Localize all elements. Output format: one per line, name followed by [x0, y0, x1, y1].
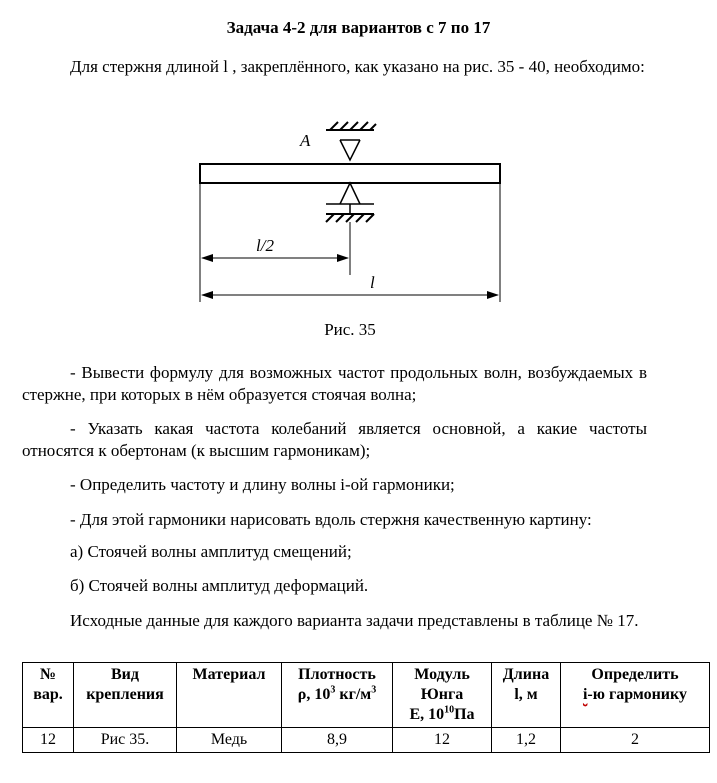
task-item-5: а) Стоячей волны амплитуд смещений; — [70, 542, 352, 561]
header-density: Плотность ρ, $10^3$ $кг/м^3$ — [282, 663, 393, 728]
header-modulus: Модуль Юнга Е, $10^{10}Па$ — [393, 663, 492, 728]
table-row — [23, 728, 710, 753]
task-item-2: - Указать какая частота колебаний является основной, а какие частоты относятся к обертонам (к высшим гармоникам); — [22, 419, 647, 460]
figure-caption: Рис. 35 — [324, 320, 376, 339]
rod-diagram — [0, 110, 717, 345]
task-item-6: б) Стоячей волны амплитуд деформаций. — [70, 576, 369, 595]
figure-35 — [0, 110, 717, 345]
task-title: Задача 4-2 для вариантов с 7 по 17 — [226, 18, 491, 37]
cell-length: 1,2 — [492, 728, 561, 753]
source-note: Исходные данные для каждого варианта задачи представлены в таблице № 17. — [70, 611, 639, 630]
task-item-4: - Для этой гармоники нарисовать вдоль стержня качественную картину: — [70, 510, 592, 529]
half-length-label: l/2 — [256, 236, 274, 255]
rod — [200, 164, 500, 183]
header-length: Длина l, м — [492, 663, 561, 728]
intro-paragraph: Для стержня длиной l , закреплённого, как указано на рис. 35 - 40, необходимо: — [70, 57, 645, 76]
data-table-17 — [22, 662, 710, 753]
header-variant: № вар. — [23, 663, 74, 728]
cell-modulus: 12 — [393, 728, 492, 753]
header-material: Материал — [177, 663, 282, 728]
cell-material: Медь — [177, 728, 282, 753]
cell-mount: Рис 35. — [74, 728, 177, 753]
support-label: A — [300, 131, 311, 150]
table-header-row — [23, 663, 710, 728]
cell-variant: 12 — [23, 728, 74, 753]
header-mount: Вид крепления — [74, 663, 177, 728]
header-harmonic: Определить i-ю гармонику — [561, 663, 710, 728]
task-item-1: - Вывести формулу для возможных частот продольных волн, возбуждаемых в стержне, при которых в нём образуется стоячая волна; — [22, 363, 647, 404]
variant-table — [22, 662, 710, 753]
cell-harmonic: 2 — [561, 728, 710, 753]
task-item-3: - Определить частоту и длину волны i-ой гармоники; — [70, 475, 455, 494]
top-support — [326, 122, 376, 160]
bottom-support — [326, 183, 374, 222]
length-label: l — [370, 273, 375, 292]
cell-density: 8,9 — [282, 728, 393, 753]
